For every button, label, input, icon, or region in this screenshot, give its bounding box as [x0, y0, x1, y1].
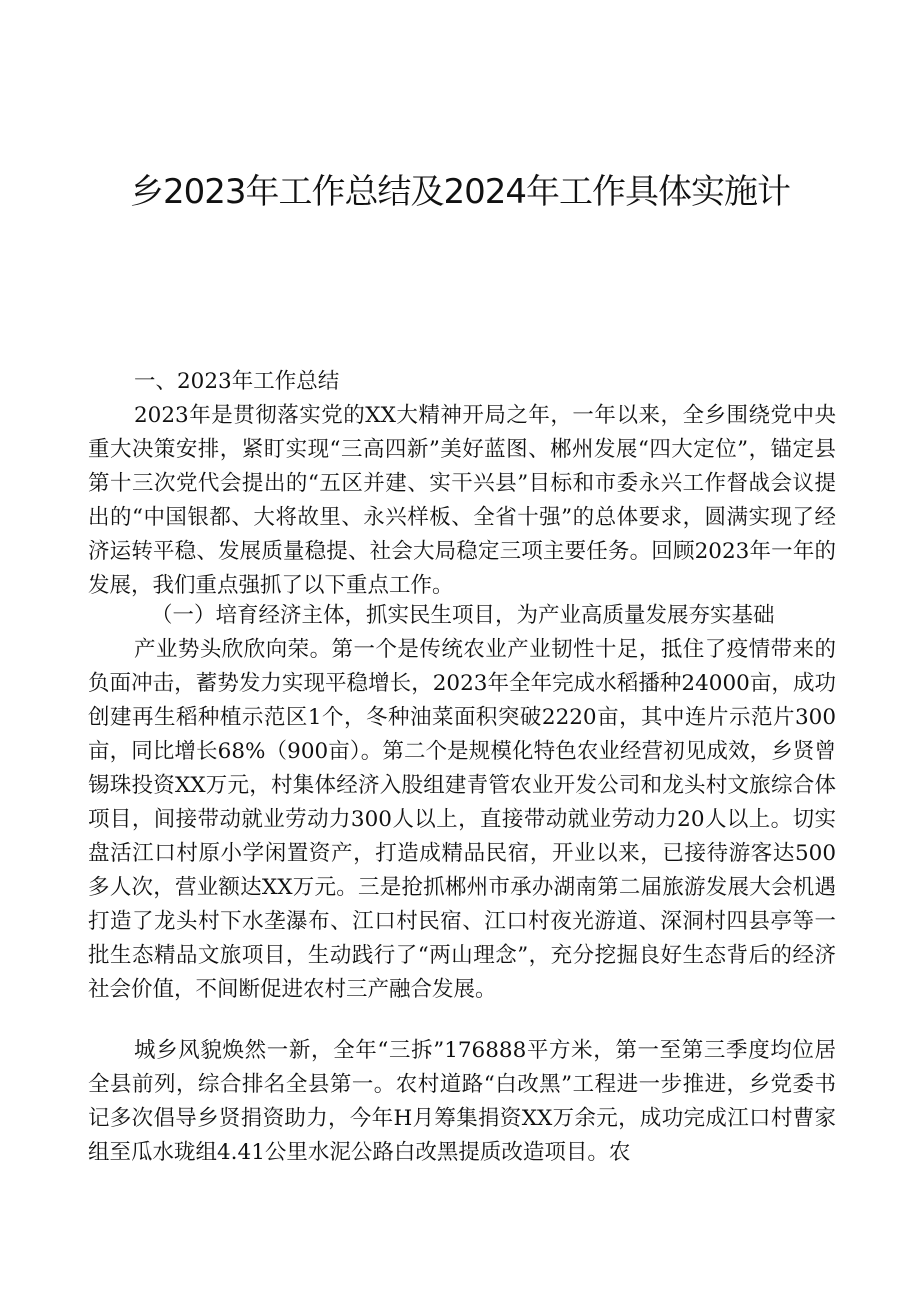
- document-title: 乡2023年工作总结及2024年工作具体实施计: [129, 172, 791, 212]
- section-heading: 一、2023年工作总结: [134, 369, 340, 394]
- body-paragraph: 产业势头欣欣向荣。第一个是传统农业产业韧性十足，抵住了疫情带来的负面冲击，蓄势发力实现平稳增长，2023年全年完成水稻播种24000亩，成功创建再生稻种植示范区1个，冬种油菜面积突破2220亩，其中连片示范片300亩，同比增长68%（900亩）。第二个是规模化特色农业经营初见成效，乡贤曾锡珠投资XX万元，村集体经济入股组建青管农业开发公司和龙头村文旅综合体项目，间接带动就业劳动力300人以上，直接带动就业劳动力20人以上。切实盘活江口村原小学闲置资产，打造成精品民宿，开业以来，已接待游客达500多人次，营业额达XX万元。三是抢抓郴州市承办湖南第二届旅游发展大会机遇打造了龙头村下水垄瀑布、江口村民宿、江口村夜光游道、深洞村四县亭等一批生态精品文旅项目，生动践行了“两山理念”，充分挖掘良好生态背后的经济社会价值，不间断促进农村三产融合发展。: [88, 637, 836, 1002]
- body-paragraph: 2023年是贯彻落实党的XX大精神开局之年，一年以来，全乡围绕党中央重大决策安排，紧盯实现“三高四新”美好蓝图、郴州发展“四大定位”，锚定县第十三次党代会提出的“五区并建、实干兴县”目标和市委永兴工作督战会议提出的“中国银都、大将故里、永兴样板、全省十强”的总体要求，圆满实现了经济运转平稳、发展质量稳提、社会大局稳定三项主要任务。回顾2023年一年的发展，我们重点强抓了以下重点工作。: [88, 403, 836, 598]
- body-paragraph: 城乡风貌焕然一新，全年“三拆”176888平方米，第一至第三季度均位居全县前列，综合排名全县第一。农村道路“白改黑”工程进一步推进，乡党委书记多次倡导乡贤捐资助力，今年H月筹集捐资XX万余元，成功完成江口村曹家组至瓜水珑组4.41公里水泥公路白改黑提质改造项目。农: [88, 1038, 836, 1165]
- subsection-heading: （一）培育经济主体，抓实民生项目，为产业高质量发展夯实基础: [151, 603, 775, 628]
